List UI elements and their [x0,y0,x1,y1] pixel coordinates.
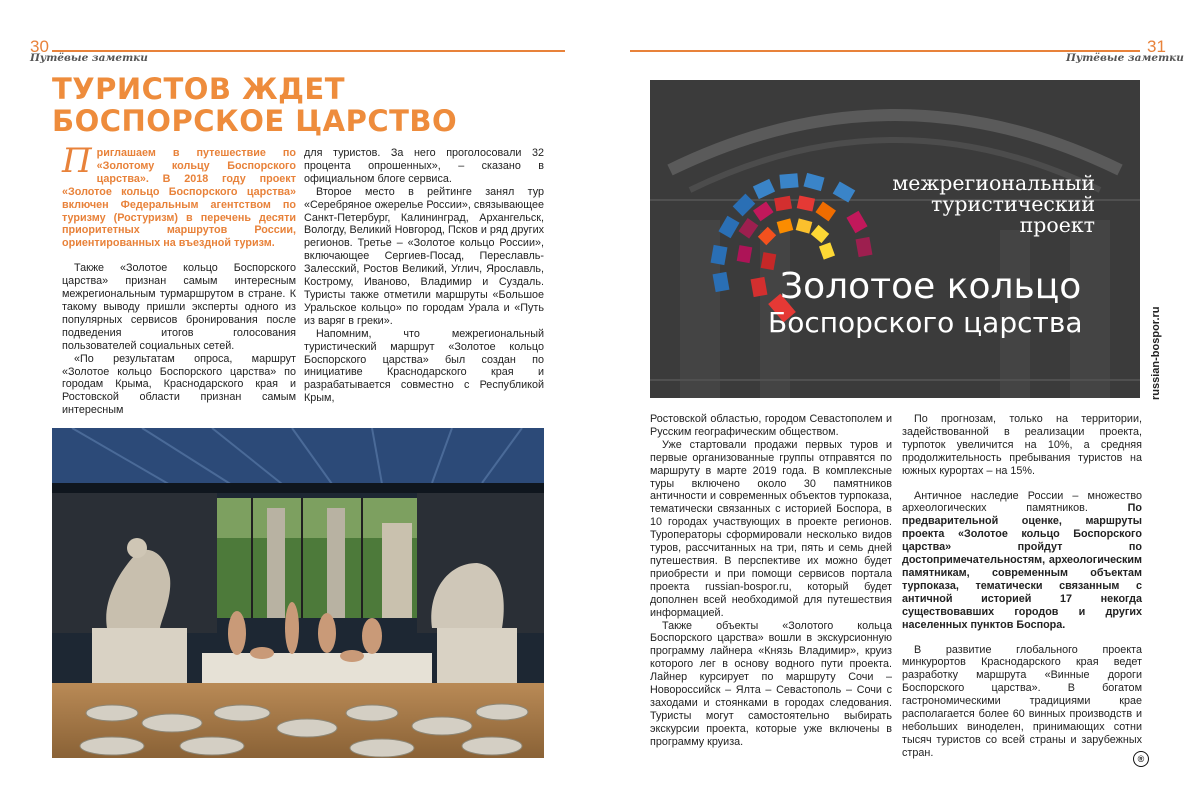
paragraph-bold-part: По предварительной оценке, маршруты проекта «Золотое кольцо Боспорского царства» пройдут по достопримечательностям, археологическим памятникам, современным объектам турпоказа, тематически связанным с античной историей 17 некогда существовавших городов и других населенных пунктов Боспора. [902,502,1142,631]
body-paragraph: «По результатам опроса, маршрут «Золотое кольцо Боспорского царства» по городам Крыма, Краснодарского края и Ростовской области признан самым интересным [62,352,296,417]
body-paragraph: Ростовской областью, городом Севастополем и Русским географическим обществом. [650,413,892,438]
body-paragraph: По прогнозам, только на территории, задействованной в реализации проекта, турпоток увеличится на 10%, а средняя продолжительность пребывания туристов на южных курортах – на 15%. [902,413,1142,477]
article-headline [52,73,572,137]
paragraph-normal-part: Античное наследие России – множество археологических памятников. [902,489,1142,515]
logo-title-line-2: Боспорского царства [768,306,1083,339]
site-url-vertical: russian-bospor.ru [1150,306,1162,400]
body-paragraph: Также «Золотое кольцо Боспорского царства» признан самым интересным межрегиональным турмаршрутом в стране. К такому выводу пришли эксперты одного из популярных сервисов бронирования после подведения итогов голосования пользователей социальных сетей. [62,262,296,352]
logo-subtitle-line-2: туристический [931,192,1095,216]
project-logo-banner [650,80,1140,398]
logo-title-line-1: Золотое кольцо [780,266,1082,307]
headline-line-1: ТУРИСТОВ ЖДЕТ [52,72,346,106]
body-paragraph: Также объекты «Золотого кольца Боспорского царства» вошли в экскурсионную программу лайнера «Князь Владимир», круиз которого лег в основу водного пути проекта. Лайнер курсирует по маршруту Сочи – Новороссийск – Ялта – Севастополь – Сочи с заходами и стоянками в городах следования. Туристы могут самостоятельно выбирать экскурсии проекта, которые уже включены в программу круиза. [650,619,892,748]
body-paragraph-mixed [902,490,1142,632]
body-paragraph: В развитие глобального проекта минкурортов Краснодарского края ведет разработку маршрута «Винные дороги Боспорского царства». В богатом гастрономическими традициями крае располагается более 60 винных производств и небольших виноделен, принимающих сотни тысяч туристов со всей страны и зарубежных стран. [902,643,1142,759]
registered-mark: ® [1133,751,1149,767]
museum-hall-photo [52,428,544,758]
body-paragraph: Напомним, что межрегиональный туристический маршрут «Золотое кольцо Боспорского царства» был создан по инициативе Краснодарского края и разрабатывается совместно с Республикой Крым, [304,327,544,405]
left-column-1 [62,141,296,417]
header-rule-right [630,50,1140,52]
museum-hall-illustration [52,428,544,758]
logo-subtitle-line-1: межрегиональный [892,171,1095,195]
rubric-right: Путёвые заметки [1066,52,1184,64]
page-number-left: 30 [30,37,49,56]
lead-paragraph [62,141,296,250]
drop-cap: П [62,141,92,181]
right-column-1 [650,413,892,749]
left-column-2 [304,147,544,405]
logo-subtitle [840,173,1095,236]
logo-subtitle-line-3: проект [1019,213,1095,237]
right-column-2 [902,413,1142,760]
body-paragraph: Второе место в рейтинге занял тур «Серебряное ожерелье России», связывающее Санкт-Петербург, Калининград, Архангельск, Вологду, Великий Новгород, Псков и ряд других регионов. Третье – «Золотое кольцо России», включающее Сергиев-Посад, Переславль-Залесский, Ростов Великий, Углич, Ярославль, Кострому, Иваново, Владимир и Суздаль. Туристы также отметили маршруты «Большое Уральское кольцо» по городам Урала и «Путь из варяг в греки». [304,185,544,327]
headline-line-2: БОСПОРСКОЕ ЦАРСТВО [52,104,458,138]
body-paragraph: для туристов. За него проголосовали 32 процента опрошенных», – сказано в официальном блоге сервиса. [304,147,544,185]
page-number-right: 31 [1147,37,1166,56]
lead-text: риглашаем в путешествие по «Золотому кольцу Боспорского царства». В 2018 году проект «Золотое кольцо Боспорского царства» включен Федеральным агентством по туризму (Ростуризм) в перечень десяти приоритетных маршрутов России, ориентированных на въездной туризм. [62,147,296,250]
rubric-left: Путёвые заметки [30,52,148,64]
body-paragraph: Уже стартовали продажи первых туров и первые организованные группы отправятся по маршруту в марте 2019 года. В комплексные туры включено около 30 памятников античности и современных объектов турпоказа, тематически связанных с историей Боспора, в 10 городах участвующих в проекте регионов. Туроператоры сформировали несколько видов туров, рассчитанных на три, пять и семь дней путешествия. В перспективе их можно будет приобрести и при помощи сервисов портала проекта russian-bospor.ru, который будет дополнен всей необходимой для путешествия информацией. [650,438,892,619]
